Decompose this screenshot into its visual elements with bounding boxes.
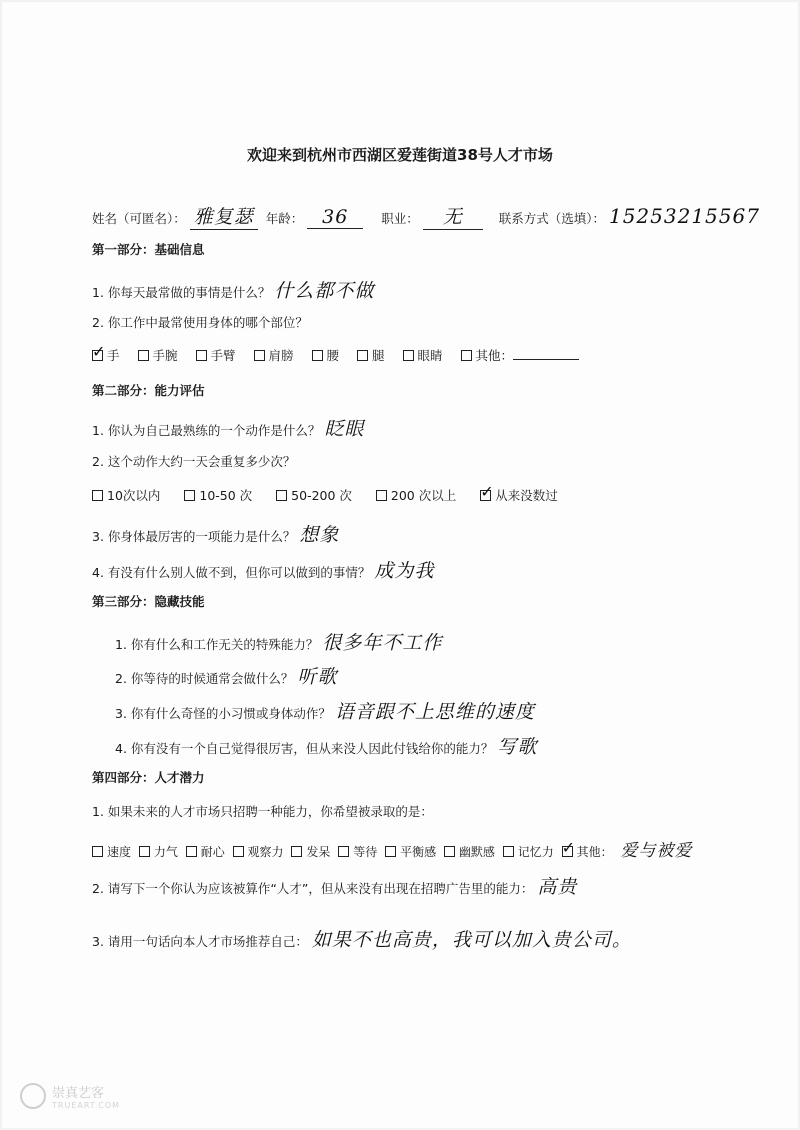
checkbox-icon (503, 846, 514, 857)
question-text: 4. 有没有什么别人做不到，但你可以做到的事情？ (92, 565, 371, 580)
option-shoulder[interactable]: 肩膀 (254, 348, 294, 363)
option-humor[interactable]: 幽默感 (444, 845, 495, 859)
checkbox-checked-icon (562, 846, 573, 857)
job-value: 无 (423, 202, 483, 230)
option-200-plus[interactable]: 200 次以上 (376, 488, 456, 503)
option-under-10[interactable]: 10次以内 (92, 488, 160, 503)
option-daydream[interactable]: 发呆 (291, 845, 330, 859)
name-value: 雅复瑟 (190, 202, 258, 230)
option-memory[interactable]: 记忆力 (503, 845, 554, 859)
option-patience[interactable]: 耐心 (186, 845, 225, 859)
part2-options (92, 486, 572, 504)
checkbox-icon (138, 350, 149, 361)
checkbox-icon (186, 846, 197, 857)
checkbox-icon (92, 490, 103, 501)
name-label: 姓名（可匿名）： (92, 211, 186, 226)
watermark-sub: TRUEART.COM (52, 1101, 121, 1110)
option-wrist[interactable]: 手腕 (138, 348, 178, 363)
option-10-50[interactable]: 10-50 次 (184, 488, 252, 503)
watermark-name: 崇真艺客 (52, 1086, 105, 1101)
checkbox-icon (196, 350, 207, 361)
answer-text: 什么都不做 (274, 280, 375, 302)
checkbox-icon (461, 350, 472, 361)
page-title: 欢迎来到杭州市西湖区爱莲街道38号人才市场 (247, 146, 553, 164)
part2-q3 (92, 520, 339, 547)
checkbox-icon (338, 846, 349, 857)
option-never-counted[interactable]: ✓ 从来没数过 (480, 488, 558, 503)
question-text: 3. 你有什么奇怪的小习惯或身体动作？ (115, 706, 331, 721)
part1-q1 (92, 276, 374, 303)
option-waist[interactable]: 腰 (312, 348, 340, 363)
part2-q1 (92, 414, 364, 441)
checkbox-icon (403, 350, 414, 361)
checkbox-checked-icon (480, 490, 491, 501)
part4-options (92, 836, 692, 861)
question-text: 1. 你有什么和工作无关的特殊能力？ (115, 637, 319, 652)
part3-q3 (115, 697, 535, 724)
checkbox-icon (312, 350, 323, 361)
part2-q4 (92, 556, 434, 583)
checkbox-icon (357, 350, 368, 361)
part3-q1 (115, 628, 442, 655)
option-hand[interactable]: ✓手 (92, 348, 120, 363)
question-text: 1. 你每天最常做的事情是什么？ (92, 285, 271, 300)
option-other[interactable]: 其他： (461, 348, 580, 363)
answer-text: 想象 (299, 524, 340, 546)
answer-text: 听歌 (297, 666, 338, 688)
question-text: 1. 你认为自己最熟练的一个动作是什么？ (92, 423, 321, 438)
part4-q1: 1. 如果未来的人才市场只招聘一种能力，你希望被录取的是： (92, 804, 433, 819)
part4-heading: 第四部分：人才潜力 (92, 770, 205, 785)
part2-heading: 第二部分：能力评估 (92, 383, 205, 398)
answer-text: 眨眼 (324, 418, 365, 440)
question-text: 3. 请用一句话向本人才市场推荐自己： (92, 934, 308, 949)
part3-q4 (115, 732, 537, 759)
option-speed[interactable]: 速度 (92, 845, 131, 859)
part2-q2: 2. 这个动作大约一天会重复多少次？ (92, 454, 296, 469)
watermark-logo-icon (20, 1083, 46, 1109)
other-blank-line[interactable] (513, 359, 579, 360)
job-label: 职业： (381, 211, 419, 226)
option-observation[interactable]: 观察力 (233, 845, 284, 859)
question-text: 3. 你身体最厉害的一项能力是什么？ (92, 529, 296, 544)
option-other[interactable]: ✓ 其他： (562, 845, 613, 859)
answer-text: 如果不也高贵，我可以加入贵公司。 (311, 929, 632, 951)
other-answer: 爱与被爱 (620, 841, 693, 861)
checkbox-icon (92, 846, 103, 857)
checkbox-icon (139, 846, 150, 857)
part4-q3 (92, 925, 632, 952)
question-text: 2. 请写下一个你认为应该被算作“人才”，但从来没有出现在招聘广告里的能力： (92, 881, 534, 896)
part3-heading: 第三部分：隐藏技能 (92, 594, 205, 609)
watermark (20, 1082, 120, 1110)
part1-options (92, 346, 593, 364)
option-balance[interactable]: 平衡感 (385, 845, 436, 859)
part1-q2: 2. 你工作中最常使用身体的哪个部位？ (92, 315, 308, 330)
header-row (92, 202, 760, 230)
answer-text: 高贵 (537, 876, 578, 898)
checkbox-icon (291, 846, 302, 857)
answer-text: 成为我 (374, 560, 435, 582)
option-waiting[interactable]: 等待 (338, 845, 377, 859)
age-label: 年龄： (265, 211, 304, 226)
part4-q2 (92, 872, 577, 899)
checkbox-icon (233, 846, 244, 857)
option-leg[interactable]: 腿 (357, 348, 385, 363)
question-text: 4. 你有没有一个自己觉得很厉害，但从来没人因此付钱给你的能力？ (115, 741, 494, 756)
answer-text: 语音跟不上思维的速度 (334, 701, 535, 723)
answer-text: 写歌 (497, 736, 538, 758)
option-strength[interactable]: 力气 (139, 845, 178, 859)
contact-label: 联系方式（选填）： (498, 211, 605, 226)
answer-text: 很多年不工作 (322, 632, 443, 654)
part1-heading: 第一部分：基础信息 (92, 242, 205, 257)
question-text: 2. 你等待的时候通常会做什么？ (115, 671, 294, 686)
part3-q2 (115, 662, 337, 689)
option-eyes[interactable]: 眼睛 (403, 348, 443, 363)
checkbox-icon (184, 490, 195, 501)
checkbox-icon (254, 350, 265, 361)
checkbox-checked-icon (92, 350, 103, 361)
option-arm[interactable]: 手臂 (196, 348, 236, 363)
checkbox-icon (276, 490, 287, 501)
age-value: 36 (307, 206, 363, 229)
checkbox-icon (385, 846, 396, 857)
contact-value: 15253215567 (608, 204, 760, 228)
option-50-200[interactable]: 50-200 次 (276, 488, 352, 503)
checkbox-icon (376, 490, 387, 501)
checkbox-icon (444, 846, 455, 857)
